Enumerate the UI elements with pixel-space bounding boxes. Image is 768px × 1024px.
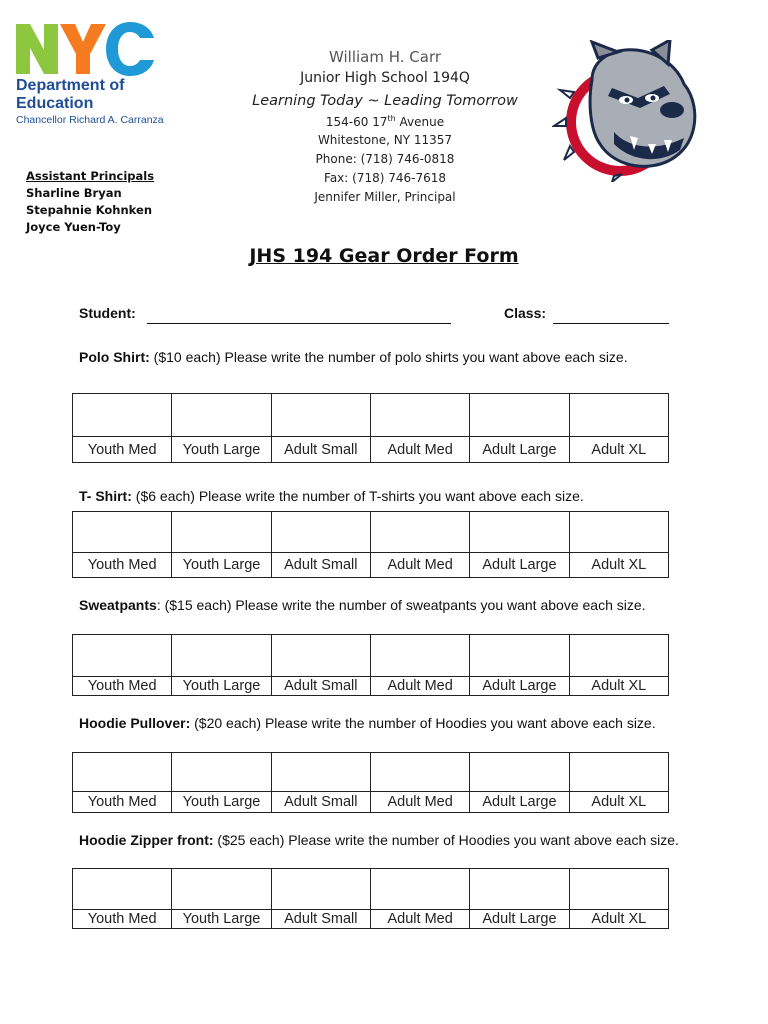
t-shirt-description — [79, 487, 679, 506]
quantity-cell[interactable] — [370, 869, 469, 910]
size-label: Adult XL — [569, 792, 668, 813]
size-label: Adult Small — [271, 677, 370, 696]
size-label: Adult Large — [470, 792, 569, 813]
quantity-cell[interactable] — [569, 753, 668, 792]
student-name-field[interactable] — [147, 323, 451, 324]
size-label: Adult Large — [470, 910, 569, 929]
quantity-cell[interactable] — [172, 635, 271, 677]
school-address — [200, 114, 570, 129]
quantity-cell[interactable] — [569, 869, 668, 910]
quantity-cell[interactable] — [172, 512, 271, 553]
quantity-cell[interactable] — [569, 394, 668, 437]
size-label: Youth Med — [73, 437, 172, 463]
size-label: Youth Large — [172, 910, 271, 929]
hoodie-zipper-size-table — [72, 868, 669, 929]
item-name: T- Shirt: — [79, 488, 132, 504]
size-label: Adult XL — [569, 553, 668, 578]
quantity-cell[interactable] — [370, 635, 469, 677]
item-instructions: : ($15 each) Please write the number of sweatpants you want above each size. — [156, 597, 646, 613]
quantity-cell[interactable] — [73, 753, 172, 792]
logo-department-line1: Department of — [16, 77, 125, 94]
quantity-cell[interactable] — [370, 512, 469, 553]
school-phone: Phone: (718) 746-0818 — [315, 152, 455, 166]
item-name: Sweatpants — [79, 597, 157, 613]
size-label: Youth Med — [73, 792, 172, 813]
school-motto: Learning Today ~ Leading Tomorrow — [252, 93, 518, 109]
size-label: Adult XL — [569, 677, 668, 696]
quantity-cell[interactable] — [73, 394, 172, 437]
quantity-cell[interactable] — [172, 394, 271, 437]
polo-shirt-size-table — [72, 393, 669, 463]
item-name: Polo Shirt: — [79, 349, 150, 365]
class-field[interactable] — [553, 323, 669, 324]
size-label: Youth Large — [172, 437, 271, 463]
size-label: Adult Large — [470, 677, 569, 696]
bulldog-mascot-icon — [552, 40, 702, 182]
item-name: Hoodie Zipper front: — [79, 832, 214, 848]
size-label: Adult Small — [271, 910, 370, 929]
size-label: Adult Large — [470, 553, 569, 578]
quantity-cell[interactable] — [470, 753, 569, 792]
quantity-cell[interactable] — [271, 635, 370, 677]
quantity-cell[interactable] — [73, 869, 172, 910]
quantity-cell[interactable] — [271, 869, 370, 910]
quantity-cell[interactable] — [470, 512, 569, 553]
quantity-cell[interactable] — [172, 753, 271, 792]
address-suffix: th — [387, 114, 396, 123]
size-label: Adult Med — [370, 677, 469, 696]
polo-shirt-description — [79, 348, 679, 367]
hoodie-zipper-description — [79, 831, 679, 850]
quantity-cell[interactable] — [370, 394, 469, 437]
quantity-cell[interactable] — [470, 635, 569, 677]
assistant-principals-title: Assistant Principals — [26, 169, 155, 183]
quantity-cell[interactable] — [271, 394, 370, 437]
quantity-cell[interactable] — [73, 512, 172, 553]
size-label: Youth Med — [73, 910, 172, 929]
student-label: Student: — [79, 305, 136, 321]
quantity-cell[interactable] — [470, 869, 569, 910]
quantity-cell[interactable] — [370, 753, 469, 792]
school-namesake: William H. Carr — [328, 48, 442, 66]
size-label: Adult Small — [271, 553, 370, 578]
quantity-cell[interactable] — [271, 753, 370, 792]
sweatpants-size-table — [72, 634, 669, 696]
size-label: Adult XL — [569, 910, 668, 929]
quantity-cell[interactable] — [73, 635, 172, 677]
size-label: Adult XL — [569, 437, 668, 463]
school-name: Junior High School 194Q — [300, 70, 470, 86]
size-label: Adult Large — [470, 437, 569, 463]
quantity-cell[interactable] — [172, 869, 271, 910]
quantity-cell[interactable] — [569, 512, 668, 553]
size-label: Adult Med — [370, 910, 469, 929]
size-label: Youth Large — [172, 553, 271, 578]
logo-department-line2: Education — [16, 95, 94, 112]
size-label: Adult Med — [370, 437, 469, 463]
address-street: Avenue — [395, 115, 445, 129]
t-shirt-size-table — [72, 511, 669, 578]
nyc-logo-icon — [14, 20, 156, 76]
form-title: JHS 194 Gear Order Form — [249, 245, 519, 267]
quantity-cell[interactable] — [569, 635, 668, 677]
logo-chancellor: Chancellor Richard A. Carranza — [16, 114, 164, 126]
school-city: Whitestone, NY 11357 — [317, 133, 453, 147]
size-label: Youth Large — [172, 792, 271, 813]
quantity-cell[interactable] — [271, 512, 370, 553]
size-label: Adult Med — [370, 792, 469, 813]
item-instructions: ($25 each) Please write the number of Hoodies you want above each size. — [213, 832, 679, 848]
size-label: Youth Large — [172, 677, 271, 696]
item-instructions: ($6 each) Please write the number of T-shirts you want above each size. — [131, 488, 584, 504]
school-fax: Fax: (718) 746-7618 — [324, 171, 446, 185]
quantity-cell[interactable] — [470, 394, 569, 437]
item-instructions: ($10 each) Please write the number of polo shirts you want above each size. — [149, 349, 628, 365]
size-label: Youth Med — [73, 677, 172, 696]
size-label: Youth Med — [73, 553, 172, 578]
address-number: 154-60 17 — [325, 115, 388, 129]
sweatpants-description — [79, 596, 679, 615]
hoodie-pullover-description — [79, 714, 679, 733]
size-label: Adult Small — [271, 437, 370, 463]
size-label: Adult Small — [271, 792, 370, 813]
class-label: Class: — [504, 305, 547, 321]
school-principal: Jennifer Miller, Principal — [314, 190, 456, 204]
assistant-principal-name: Stepahnie Kohnken — [26, 203, 153, 217]
size-label: Adult Med — [370, 553, 469, 578]
assistant-principal-name: Joyce Yuen-Toy — [26, 220, 121, 234]
assistant-principal-name: Sharline Bryan — [26, 186, 122, 200]
hoodie-pullover-size-table — [72, 752, 669, 813]
item-name: Hoodie Pullover: — [79, 715, 191, 731]
item-instructions: ($20 each) Please write the number of Hoodies you want above each size. — [190, 715, 656, 731]
